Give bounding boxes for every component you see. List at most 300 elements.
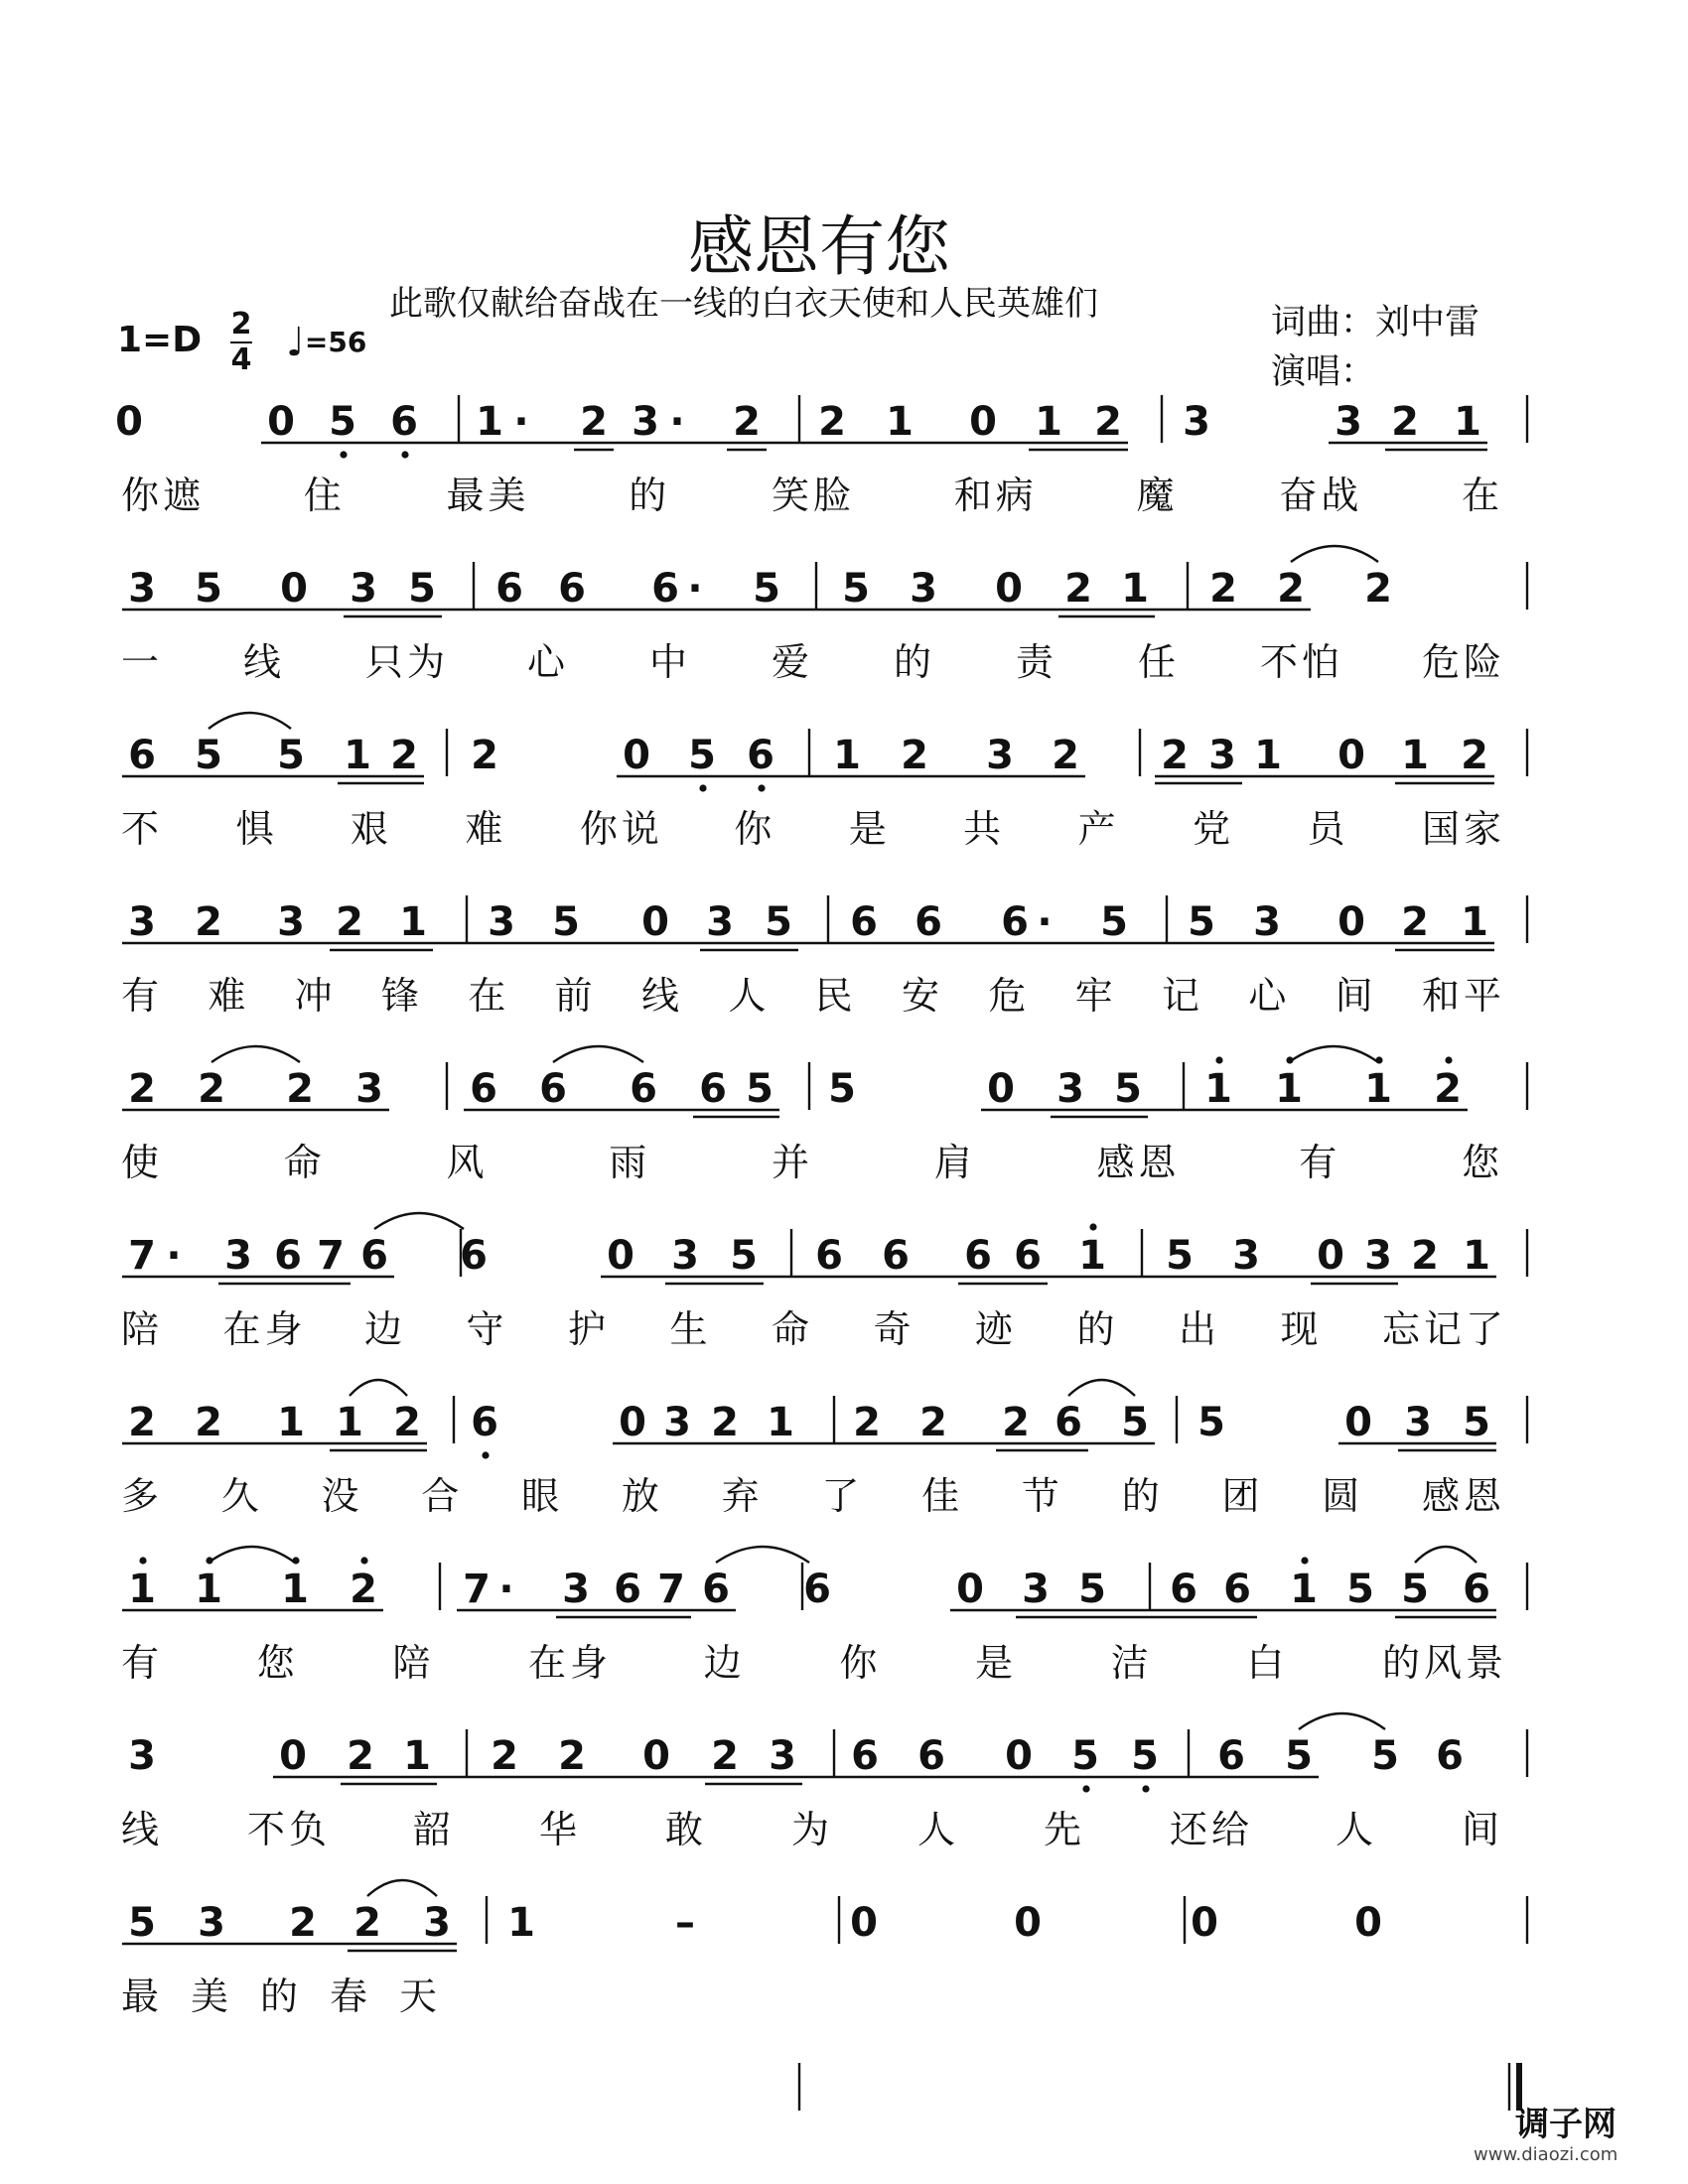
note: – (675, 1900, 695, 1946)
lyric-syllable: 出 (1179, 1307, 1221, 1351)
note: 2 (128, 1400, 156, 1445)
lyric-syllable: 线 (121, 1808, 164, 1851)
lyric-syllable: 感恩 (1422, 1474, 1506, 1518)
note: 1 (1364, 1066, 1392, 1112)
note: 2 (128, 1066, 156, 1112)
note: 6 (917, 1733, 945, 1779)
lyric-syllable: 的风景 (1382, 1641, 1508, 1685)
lyric-syllable: 是 (848, 807, 891, 851)
lyric-syllable: 笑脸 (772, 474, 856, 517)
note: 3 (1253, 899, 1281, 945)
note: 5 (1197, 1400, 1225, 1445)
note: 6 (274, 1233, 302, 1279)
note: 5 (1100, 899, 1128, 945)
lyric-syllable: 的 (629, 474, 671, 517)
quarter-note-icon: ♩ (286, 320, 305, 365)
note: 6 (558, 566, 586, 612)
tie-arc (367, 1880, 437, 1896)
note: 1 (767, 1400, 794, 1445)
note: 2 (1209, 566, 1237, 612)
meter-top: 2 (230, 307, 252, 341)
note: 5 (195, 566, 222, 612)
note: 6 (803, 1567, 831, 1612)
note: 5 (688, 733, 716, 778)
note: 6 (1217, 1733, 1245, 1779)
lyric-syllable: 间 (1462, 1808, 1504, 1851)
note: 2 (1161, 733, 1189, 778)
tie-arc (1068, 1380, 1135, 1396)
lyric-syllable: 你 (734, 807, 776, 851)
note: 3 (910, 566, 937, 612)
note: 2 (711, 1733, 739, 1779)
tie-arc (1415, 1547, 1477, 1563)
lyric-syllable: 敢 (665, 1808, 708, 1851)
lyric-syllable: 魔 (1136, 474, 1179, 517)
note: 2 (350, 1567, 377, 1612)
note: 2 (1401, 899, 1429, 945)
note: 6 (470, 1066, 497, 1112)
tie-arc (350, 1380, 407, 1396)
note: 5 (1188, 899, 1215, 945)
lyric-syllable: 有 (1299, 1141, 1341, 1184)
low-octave-dot (758, 784, 765, 791)
lyric-syllable: 的 (1076, 1307, 1119, 1351)
lyric-syllable: 不负 (247, 1808, 332, 1851)
note: 1 (1204, 1066, 1232, 1112)
lyric-syllable: 的 (260, 1975, 303, 2018)
note: 2 (901, 733, 928, 778)
lyric-syllable: 奇 (873, 1307, 915, 1351)
note: 2 (491, 1733, 518, 1779)
lyric-syllable: 人 (917, 1808, 960, 1851)
note: 7 (128, 1233, 156, 1279)
note: 3 (632, 399, 659, 445)
watermark-url: www.diaozi.com (1474, 2144, 1618, 2165)
note: 3 (277, 899, 305, 945)
note: 0 (969, 399, 997, 445)
lyric-syllable: 放 (621, 1474, 663, 1518)
lyric-syllable: 党 (1193, 807, 1235, 851)
note: 3 (671, 1233, 699, 1279)
tie-arc (1289, 1046, 1378, 1062)
note: 6 (128, 733, 156, 778)
high-octave-dot (139, 1557, 146, 1564)
note: 6 (747, 733, 774, 778)
lyric-syllable: 有 (121, 974, 164, 1018)
note: 5 (1285, 1733, 1313, 1779)
note: 0 (642, 1733, 670, 1779)
note: 3 (562, 1567, 590, 1612)
note: 6 (1436, 1733, 1464, 1779)
lyric-syllable: 护 (568, 1307, 611, 1351)
lyric-syllable: 没 (321, 1474, 363, 1518)
note: 0 (987, 1066, 1015, 1112)
lyric-syllable: 共 (963, 807, 1006, 851)
lyric-syllable: 先 (1044, 1808, 1086, 1851)
note: 0 (280, 566, 308, 612)
note: 0 (619, 1400, 646, 1445)
note: 2 (733, 399, 761, 445)
note: 3 (128, 566, 156, 612)
note: 1 (1401, 733, 1429, 778)
note: 3 (1404, 1400, 1432, 1445)
lyric-syllable: 节 (1021, 1474, 1063, 1518)
note: 3 (1022, 1567, 1050, 1612)
note: 5 (1346, 1567, 1374, 1612)
note: 0 (1344, 1400, 1372, 1445)
lyric-syllable: 春 (330, 1975, 372, 2018)
high-octave-dot (1089, 1223, 1096, 1230)
note: 1 (1254, 733, 1282, 778)
low-octave-dot (482, 1451, 489, 1458)
singer-credit: 演唱： (1271, 352, 1376, 392)
note: 0 (956, 1567, 984, 1612)
lyric-syllable: 为 (791, 1808, 834, 1851)
note: 2 (353, 1900, 381, 1946)
note: 3 (1335, 399, 1362, 445)
low-octave-dot (1082, 1785, 1089, 1792)
lyric-syllable: 在身 (528, 1641, 613, 1685)
note: 1 (1461, 899, 1488, 945)
note: 1 (344, 733, 371, 778)
lyric-syllable: 在身 (222, 1307, 307, 1351)
lyric-syllable: 合 (421, 1474, 464, 1518)
tie-arc (1299, 1713, 1385, 1729)
note: 0 (115, 399, 143, 445)
note: 5 (1371, 1733, 1399, 1779)
lyric-syllable: 陪 (121, 1307, 164, 1351)
lyric-syllable: 边 (703, 1641, 746, 1685)
low-octave-dot (1142, 1785, 1149, 1792)
note: 1 (1290, 1567, 1318, 1612)
note: 3 (706, 899, 734, 945)
note: · (1037, 899, 1053, 945)
note: 0 (850, 1900, 878, 1946)
lyric-syllable: 美 (191, 1975, 233, 2018)
note: 3 (198, 1900, 225, 1946)
note: · (513, 399, 529, 445)
note: · (669, 399, 685, 445)
lyric-syllable: 你遮 (121, 474, 206, 517)
note: 1 (886, 399, 914, 445)
note: 2 (195, 899, 222, 945)
note: 5 (765, 899, 792, 945)
watermark-site-name: 调子网 (1515, 2105, 1617, 2144)
lyric-syllable: 人 (1336, 1808, 1378, 1851)
lyric-syllable: 心 (1248, 974, 1291, 1018)
tie-arc (716, 1547, 809, 1563)
dedication-subtitle: 此歌仅献给奋战在一线的白衣天使和人民英雄们 (389, 284, 1098, 324)
note: 7 (317, 1233, 345, 1279)
lyric-syllable: 间 (1335, 974, 1377, 1018)
lyric-syllable: 不 (121, 807, 164, 851)
lyric-syllable: 您 (256, 1641, 299, 1685)
note: 2 (286, 1066, 314, 1112)
lyric-syllable: 使 (121, 1141, 164, 1184)
tie-arc (211, 1046, 300, 1062)
note: 2 (1094, 399, 1122, 445)
song-title: 感恩有您 (688, 208, 950, 285)
note: 5 (1071, 1733, 1099, 1779)
note: 3 (355, 1066, 383, 1112)
note: 2 (1052, 733, 1079, 778)
note: 6 (651, 566, 679, 612)
note: 6 (699, 1066, 727, 1112)
lyric-syllable: 您 (1462, 1141, 1504, 1184)
lyric-syllable: 边 (364, 1307, 407, 1351)
note: 5 (746, 1066, 774, 1112)
note: 2 (393, 1400, 421, 1445)
lyric-syllable: 最 (121, 1975, 164, 2018)
lyric-syllable: 风 (446, 1141, 489, 1184)
note: 6 (1001, 899, 1029, 945)
lyric-syllable: 在 (468, 974, 510, 1018)
lyric-syllable: 团 (1221, 1474, 1264, 1518)
lyric-syllable: 命 (772, 1307, 814, 1351)
lyrics-music-credit: 词曲：刘中雷 (1271, 303, 1480, 342)
lyric-syllable: 了 (821, 1474, 864, 1518)
lyric-syllable: 现 (1280, 1307, 1323, 1351)
lyric-syllable: 锋 (381, 974, 424, 1018)
note: 3 (1056, 1066, 1084, 1112)
note: 5 (195, 733, 222, 778)
lyric-syllable: 员 (1307, 807, 1349, 851)
note: 5 (1078, 1567, 1106, 1612)
note: 2 (390, 733, 418, 778)
note: 5 (128, 1900, 156, 1946)
note: 5 (1121, 1400, 1149, 1445)
lyric-syllable: 产 (1077, 807, 1120, 851)
note: 6 (360, 1233, 388, 1279)
lyric-syllable: 肩 (933, 1141, 976, 1184)
note: 2 (289, 1900, 317, 1946)
lyric-syllable: 的 (894, 640, 936, 684)
note: 2 (818, 399, 846, 445)
lyric-syllable: 住 (303, 474, 346, 517)
note: 1 (1078, 1233, 1106, 1279)
note: 2 (919, 1400, 947, 1445)
note: 0 (1005, 1733, 1033, 1779)
note: 3 (488, 899, 515, 945)
lyric-syllable: 并 (772, 1141, 814, 1184)
lyric-syllable: 多 (121, 1474, 164, 1518)
note: 1 (195, 1567, 222, 1612)
lyric-syllable: 责 (1016, 640, 1058, 684)
lyric-syllable: 不怕 (1260, 640, 1344, 684)
note: 0 (995, 566, 1023, 612)
note: 6 (1055, 1400, 1082, 1445)
lyric-syllable: 记 (1162, 974, 1204, 1018)
lyric-syllable: 冲 (294, 974, 337, 1018)
tie-arc (553, 1046, 643, 1062)
note: 7 (463, 1567, 491, 1612)
note: 1 (336, 1400, 363, 1445)
lyric-syllable: 迹 (975, 1307, 1018, 1351)
note: 5 (1401, 1567, 1429, 1612)
note: 3 (1183, 399, 1210, 445)
lyric-syllable: 奋战 (1279, 474, 1363, 517)
lyric-syllable: 中 (649, 640, 692, 684)
note: 1 (476, 399, 503, 445)
lyric-syllable: 和病 (953, 474, 1038, 517)
note: 6 (964, 1233, 992, 1279)
lyric-syllable: 一 (121, 640, 164, 684)
lyric-syllable: 艰 (350, 807, 392, 851)
note: 6 (1170, 1567, 1197, 1612)
lyric-syllable: 人 (728, 974, 771, 1018)
note: 1 (281, 1567, 309, 1612)
note: 0 (267, 399, 295, 445)
note: 5 (842, 566, 870, 612)
note: 5 (1114, 1066, 1142, 1112)
lyric-syllable: 天 (399, 1975, 442, 2018)
note: 5 (552, 899, 580, 945)
note: 1 (1275, 1066, 1303, 1112)
high-octave-dot (1301, 1557, 1308, 1564)
note: 0 (279, 1733, 307, 1779)
lyric-syllable: 危险 (1422, 640, 1506, 684)
lyric-syllable: 惧 (235, 807, 278, 851)
lyric-syllable: 危 (988, 974, 1031, 1018)
note: 3 (1208, 733, 1236, 778)
note: 3 (1232, 1233, 1260, 1279)
lyric-syllable: 是 (975, 1641, 1018, 1685)
high-octave-dot (1445, 1056, 1452, 1063)
lyric-syllable: 命 (283, 1141, 326, 1184)
lyric-syllable: 白 (1246, 1641, 1289, 1685)
lyric-syllable: 陪 (392, 1641, 435, 1685)
note: 5 (730, 1233, 758, 1279)
note: 3 (224, 1233, 252, 1279)
note: 6 (390, 399, 418, 445)
low-octave-dot (340, 451, 347, 458)
note: 6 (539, 1066, 567, 1112)
note: 1 (1035, 399, 1062, 445)
note: 6 (1223, 1567, 1251, 1612)
lyric-syllable: 难 (208, 974, 250, 1018)
tie-arc (1291, 546, 1378, 562)
note: 2 (198, 1066, 225, 1112)
note: 0 (607, 1233, 634, 1279)
lyric-syllable: 线 (243, 640, 286, 684)
note: 3 (350, 566, 377, 612)
note: 2 (1391, 399, 1419, 445)
lyric-syllable: 心 (527, 640, 570, 684)
note: 2 (558, 1733, 586, 1779)
note: 2 (1064, 566, 1092, 612)
lyric-syllable: 华 (539, 1808, 582, 1851)
note: 2 (1461, 733, 1488, 778)
note: 3 (423, 1900, 451, 1946)
note: 6 (815, 1233, 843, 1279)
note: 1 (1454, 399, 1481, 445)
note: 2 (580, 399, 608, 445)
lyric-syllable: 和平 (1422, 974, 1506, 1018)
note: 6 (471, 1400, 498, 1445)
note: 6 (460, 1233, 488, 1279)
lyric-syllable: 雨 (609, 1141, 651, 1184)
note: 3 (128, 1733, 156, 1779)
tie-arc (374, 1213, 464, 1229)
note: 2 (1002, 1400, 1030, 1445)
note: · (498, 1567, 514, 1612)
note: 2 (711, 1400, 739, 1445)
note: 3 (1364, 1233, 1392, 1279)
note: 6 (614, 1567, 641, 1612)
meter-bottom: 4 (230, 342, 252, 377)
note: 0 (1354, 1900, 1382, 1946)
low-octave-dot (699, 784, 706, 791)
lyric-syllable: 有 (121, 1641, 164, 1685)
note: 6 (630, 1066, 657, 1112)
lyric-syllable: 在 (1462, 474, 1504, 517)
note: 6 (495, 566, 523, 612)
lyric-syllable: 洁 (1110, 1641, 1153, 1685)
lyric-syllable: 还给 (1170, 1808, 1254, 1851)
note: 2 (1277, 566, 1305, 612)
note: 3 (986, 733, 1014, 778)
note: 2 (1434, 1066, 1462, 1112)
lyric-syllable: 前 (554, 974, 597, 1018)
note: 2 (471, 733, 498, 778)
lyric-syllable: 国家 (1422, 807, 1506, 851)
note: 2 (336, 899, 363, 945)
note: 2 (853, 1400, 881, 1445)
lyric-syllable: 难 (465, 807, 507, 851)
note: 5 (408, 566, 436, 612)
note: 1 (507, 1900, 535, 1946)
note: 5 (828, 1066, 856, 1112)
lyric-syllable: 久 (220, 1474, 263, 1518)
note: 1 (128, 1567, 156, 1612)
note: 0 (623, 733, 650, 778)
note: 5 (277, 733, 305, 778)
lyric-syllable: 佳 (921, 1474, 964, 1518)
high-octave-dot (360, 1557, 367, 1564)
lyric-syllable: 最美 (446, 474, 530, 517)
note: 6 (850, 899, 878, 945)
lyric-syllable: 爱 (772, 640, 814, 684)
note: 6 (914, 899, 942, 945)
lyric-syllable: 圆 (1322, 1474, 1364, 1518)
lyric-syllable: 民 (814, 974, 857, 1018)
tie-arc (209, 1547, 295, 1563)
note: 0 (1337, 733, 1365, 778)
lyric-syllable: 线 (641, 974, 684, 1018)
note: 3 (128, 899, 156, 945)
note: 6 (702, 1567, 730, 1612)
note: 2 (1411, 1233, 1439, 1279)
low-octave-dot (401, 451, 408, 458)
lyric-syllable: 只为 (365, 640, 450, 684)
lyric-syllable: 守 (466, 1307, 508, 1351)
note: 0 (1191, 1900, 1218, 1946)
lyric-syllable: 眼 (521, 1474, 564, 1518)
note: 5 (329, 399, 356, 445)
tie-arc (209, 713, 291, 729)
note: 0 (1014, 1900, 1042, 1946)
note: 1 (1463, 1233, 1490, 1279)
high-octave-dot (1215, 1056, 1222, 1063)
note: 3 (769, 1733, 796, 1779)
note: 5 (1131, 1733, 1159, 1779)
tempo-value: =56 (304, 326, 367, 358)
note: · (687, 566, 703, 612)
lyric-syllable: 感恩 (1096, 1141, 1181, 1184)
lyric-syllable: 你说 (579, 807, 663, 851)
note: 0 (641, 899, 669, 945)
note: 1 (277, 1400, 305, 1445)
